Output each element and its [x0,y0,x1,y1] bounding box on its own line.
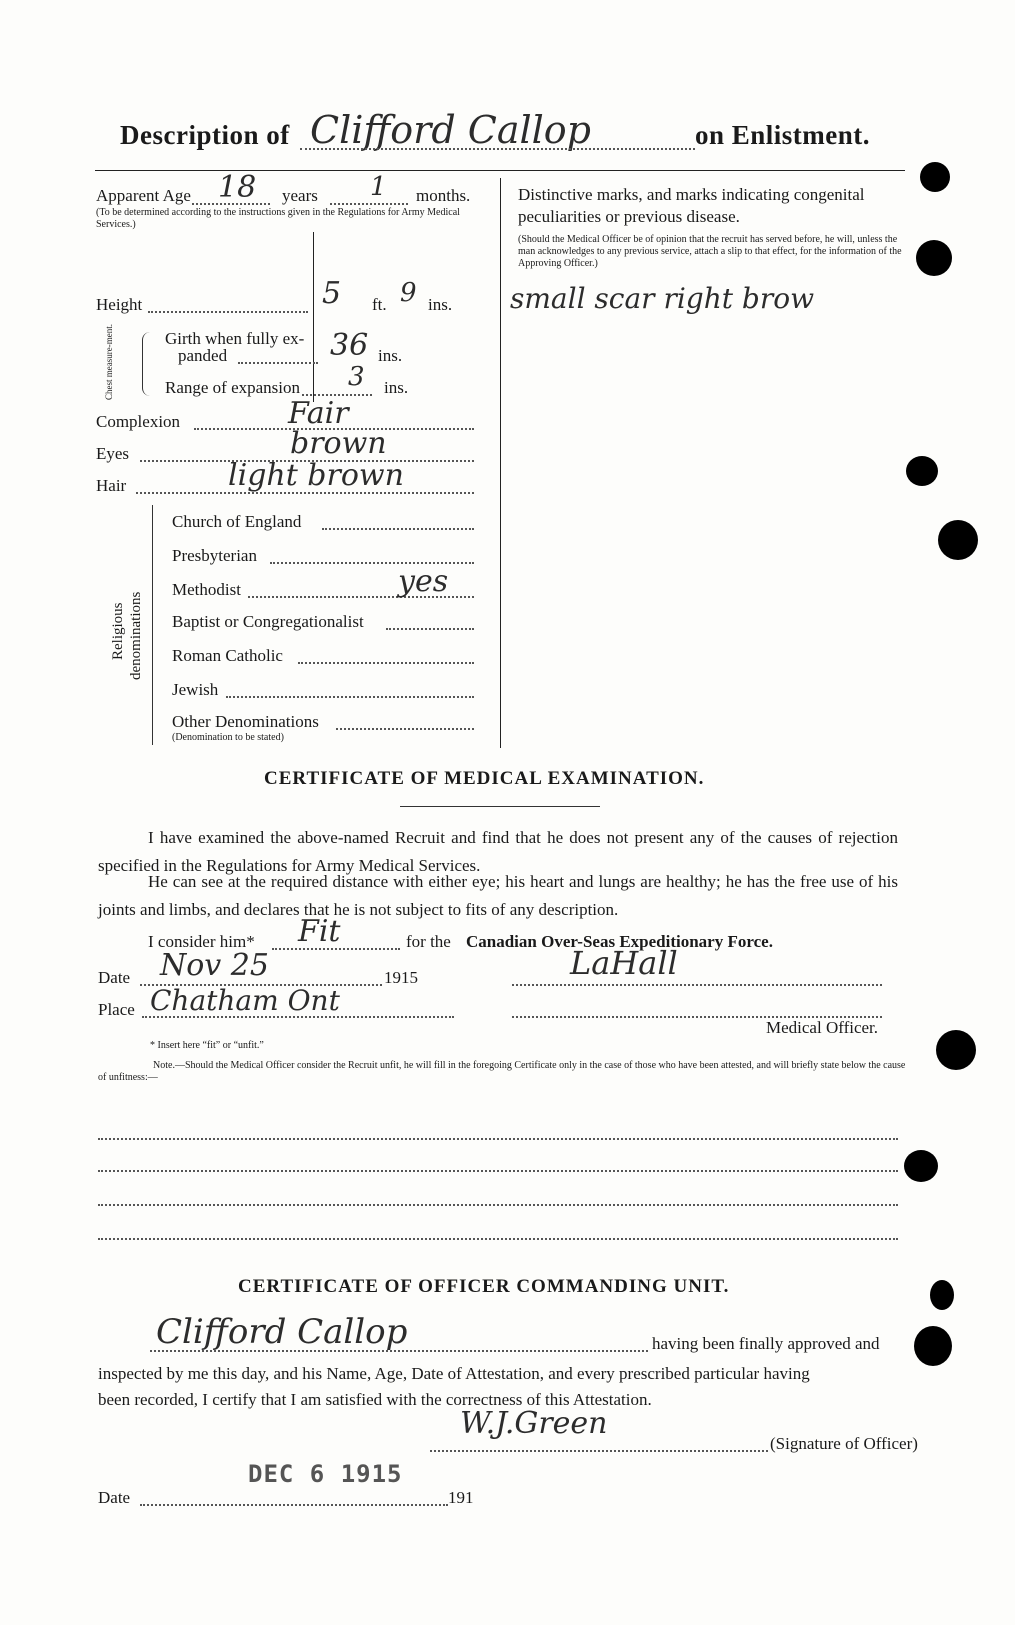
binder-hole-7 [930,1280,954,1310]
marks-title: Distinctive marks, and marks indicating congenital peculiarities or previous disease. [518,185,865,226]
recruit-name: Clifford Callop [310,108,591,152]
age-label: Apparent Age [96,186,191,205]
commanding-signature-dots [430,1450,768,1452]
age-months: 1 [370,172,387,202]
girth-label-2: panded [178,346,228,365]
religion-dots-5 [298,662,474,664]
months-word: months. [416,186,471,205]
medical-officer-signature: LaHall [570,944,678,982]
place-label: Place [98,1000,135,1019]
complexion-value: Fair [288,396,349,431]
consider-prefix: I consider him* [148,932,255,951]
chest-bracket [142,332,153,396]
range-label: Range of expansion [165,378,301,397]
hair-value: light brown [228,458,404,493]
age-note: (To be determined according to the instructions given in the Regulations for Army Medical Services.) [96,207,460,230]
range-value: 3 [348,362,365,392]
religion-dots-6 [226,696,474,698]
girth-dots [238,362,318,364]
religion-side-label-1: Religious [110,602,126,660]
marks-note: (Should the Medical Officer be of opinion that the recruit has served before, he will, unless the man acknowledges to any previous service, attach a slip to that effect, for the information of the Approving Officer.) [518,234,902,269]
binder-hole-2 [916,240,952,276]
medical-date: Nov 25 [160,948,269,983]
medical-year: 1915 [384,968,418,987]
religion-methodist: Methodist [172,580,241,599]
medical-officer-label: Medical Officer. [766,1018,879,1037]
header-prefix: Description of [120,120,290,150]
eyes-value: brown [290,426,387,461]
commanding-text-1: having been finally approved and [652,1334,880,1353]
religion-side-label-2: denominations [128,591,144,680]
religion-other: Other Denominations [172,712,319,731]
religion-bracket [152,505,163,745]
binder-hole-1 [920,162,950,192]
binder-hole-6 [904,1150,938,1182]
consider-suffix: for the [406,932,451,951]
medical-note: Note.—Should the Medical Officer consider the Recruit unfit, he will fill in the foregoing Certificate only in the case of those who have been attested, and will briefly state below the cause of unfitness:— [98,1060,906,1083]
height-dots [148,311,308,313]
hair-label: Hair [96,476,127,495]
column-divider [500,178,501,748]
religion-dots-7 [336,728,474,730]
distinctive-marks: small scar right brow [510,282,815,315]
unfitness-line-1 [98,1138,898,1140]
commanding-date-dots [140,1504,448,1506]
medical-footnote: * Insert here “fit” or “unfit.” [150,1040,264,1051]
header-dots [300,148,695,150]
commanding-recruit-name: Clifford Callop [156,1312,408,1352]
commanding-officer-signature: W.J.Green [460,1406,608,1441]
commanding-text-3: been recorded, I certify that I am satisfied with the correctness of this Attestation. [98,1390,652,1409]
medical-signature-dots [512,984,882,986]
height-label: Height [96,295,143,314]
religion-jewish: Jewish [172,680,219,699]
measure-divider [313,232,314,402]
binder-hole-8 [914,1326,952,1366]
girth-label-1: Girth when fully ex- [165,329,305,348]
medical-para-2: He can see at the required distance with either eye; his heart and lungs are healthy; he has the free use of his joints and limbs, and declares that he is not subject to fits of any description. [98,872,898,919]
girth-ins-word: ins. [378,346,403,365]
religion-roman-catholic: Roman Catholic [172,646,283,665]
age-years: 18 [218,170,257,205]
force-name: Canadian Over-Seas Expeditionary Force. [466,932,773,951]
height-inches: 9 [400,278,417,308]
commanding-year: 191 [448,1488,474,1507]
commanding-name-dots [150,1350,648,1352]
religion-other-note: (Denomination to be stated) [172,732,284,743]
medical-heading-rule [400,806,600,807]
eyes-label: Eyes [96,444,130,463]
unfitness-line-3 [98,1204,898,1206]
signature-of-officer-label: (Signature of Officer) [770,1434,918,1453]
date-stamp: DEC 6 1915 [248,1460,403,1488]
religion-baptist: Baptist or Congregationalist [172,612,364,631]
header-rule [95,170,905,171]
years-word: years [282,186,318,205]
header-suffix: on Enlistment. [695,120,871,150]
fitness-value: Fit [298,914,341,949]
complexion-label: Complexion [96,412,181,431]
binder-hole-5 [936,1030,976,1070]
height-ins-word: ins. [428,295,453,314]
chest-side-label: Chest measure-ment. [104,324,114,400]
commanding-text-2: inspected by me this day, and his Name, Age, Date of Attestation, and every prescribed particular having [98,1364,810,1383]
height-feet: 5 [322,276,342,311]
religion-church-of-england: Church of England [172,512,302,531]
religion-methodist-value: yes [398,564,449,599]
commanding-date-label: Date [98,1488,131,1507]
religion-presbyterian: Presbyterian [172,546,257,565]
unfitness-line-2 [98,1170,898,1172]
medical-date-label: Date [98,968,131,987]
religion-dots-4 [386,628,474,630]
ft-word: ft. [372,295,387,314]
unfitness-line-4 [98,1238,898,1240]
range-ins-word: ins. [384,378,409,397]
medical-para-1: I have examined the above-named Recruit and find that he does not present any of the causes of rejection specified in the Regulations for Army Medical Services. [98,828,898,875]
girth-value: 36 [330,328,369,363]
binder-hole-4 [938,520,978,560]
medical-heading: CERTIFICATE OF MEDICAL EXAMINATION. [264,768,705,789]
commanding-heading: CERTIFICATE OF OFFICER COMMANDING UNIT. [238,1276,730,1297]
place-value: Chatham Ont [150,984,340,1017]
binder-hole-3 [906,456,938,486]
religion-dots-1 [322,528,474,530]
months-dots [330,203,408,205]
